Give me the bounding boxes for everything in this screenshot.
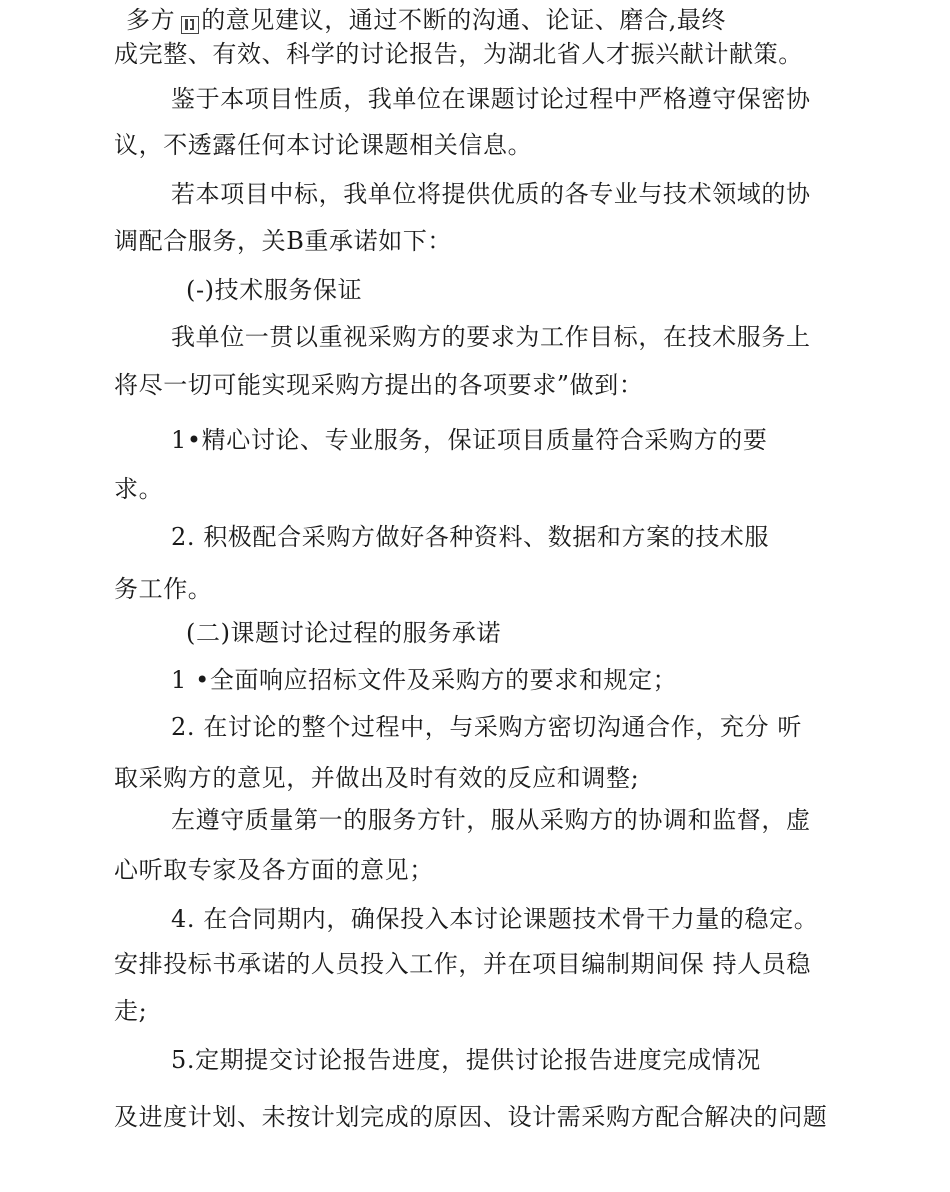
text-line: 及进度计划、未按计划完成的原因、设计需采购方配合解决的问题: [114, 1103, 828, 1131]
text-line: 成完整、有效、科学的讨论报告，为湖北省人才振兴献计献策。: [114, 40, 803, 68]
text-line: 务工作。: [114, 575, 213, 603]
text-line: 走;: [114, 997, 148, 1025]
text-line: [126, 4, 726, 36]
list-item: 2. 积极配合采购方做好各种资料、数据和方案的技术服: [171, 523, 770, 551]
list-item: 1 •全面响应招标文件及采购方的要求和规定；: [171, 666, 678, 694]
text-line: 调配合服务，关B重承诺如下：: [114, 227, 453, 255]
text-line: 鉴于本项目性质，我单位在课题讨论过程中严格遵守保密协: [171, 85, 811, 113]
section-heading: (-)技术服务保证: [186, 276, 363, 304]
text-line: 将尽一切可能实现采购方提出的各项要求”做到：: [114, 371, 644, 399]
text-fragment: 多方: [126, 6, 176, 34]
list-item: 5.定期提交讨论报告进度，提供讨论报告进度完成情况: [171, 1046, 761, 1074]
embedded-object-icon: [181, 16, 199, 34]
text-line: 安排投标书承诺的人员投入工作，并在项目编制期间保 持人员稳: [114, 950, 812, 978]
list-item: 4. 在合同期内，确保投入本讨论课题技术骨干力量的稳定。: [171, 905, 819, 933]
text-line: 求。: [114, 475, 164, 503]
section-heading: (二)课题讨论过程的服务承诺: [186, 619, 502, 647]
text-fragment: 的意见建议，通过不断的沟通、论证、磨合,最终: [201, 6, 727, 34]
list-item: 2. 在讨论的整个过程中，与采购方密切沟通合作，充分 听: [171, 713, 802, 741]
text-line: 心听取专家及各方面的意见；: [114, 856, 434, 884]
text-line: 我单位一贯以重视采购方的要求为工作目标，在技术服务上: [171, 323, 811, 351]
list-item: 1•精心讨论、专业服务，保证项目质量符合采购方的要: [171, 426, 768, 454]
text-line: 若本项目中标，我单位将提供优质的各专业与技术领域的协: [171, 180, 811, 208]
list-item: 左遵守质量第一的服务方针，服从采购方的协调和监督，虚: [171, 806, 811, 834]
text-line: 议，不透露任何本讨论课题相关信息。: [114, 131, 533, 159]
text-line: 取采购方的意见，并做出及时有效的反应和调整;: [114, 764, 640, 792]
